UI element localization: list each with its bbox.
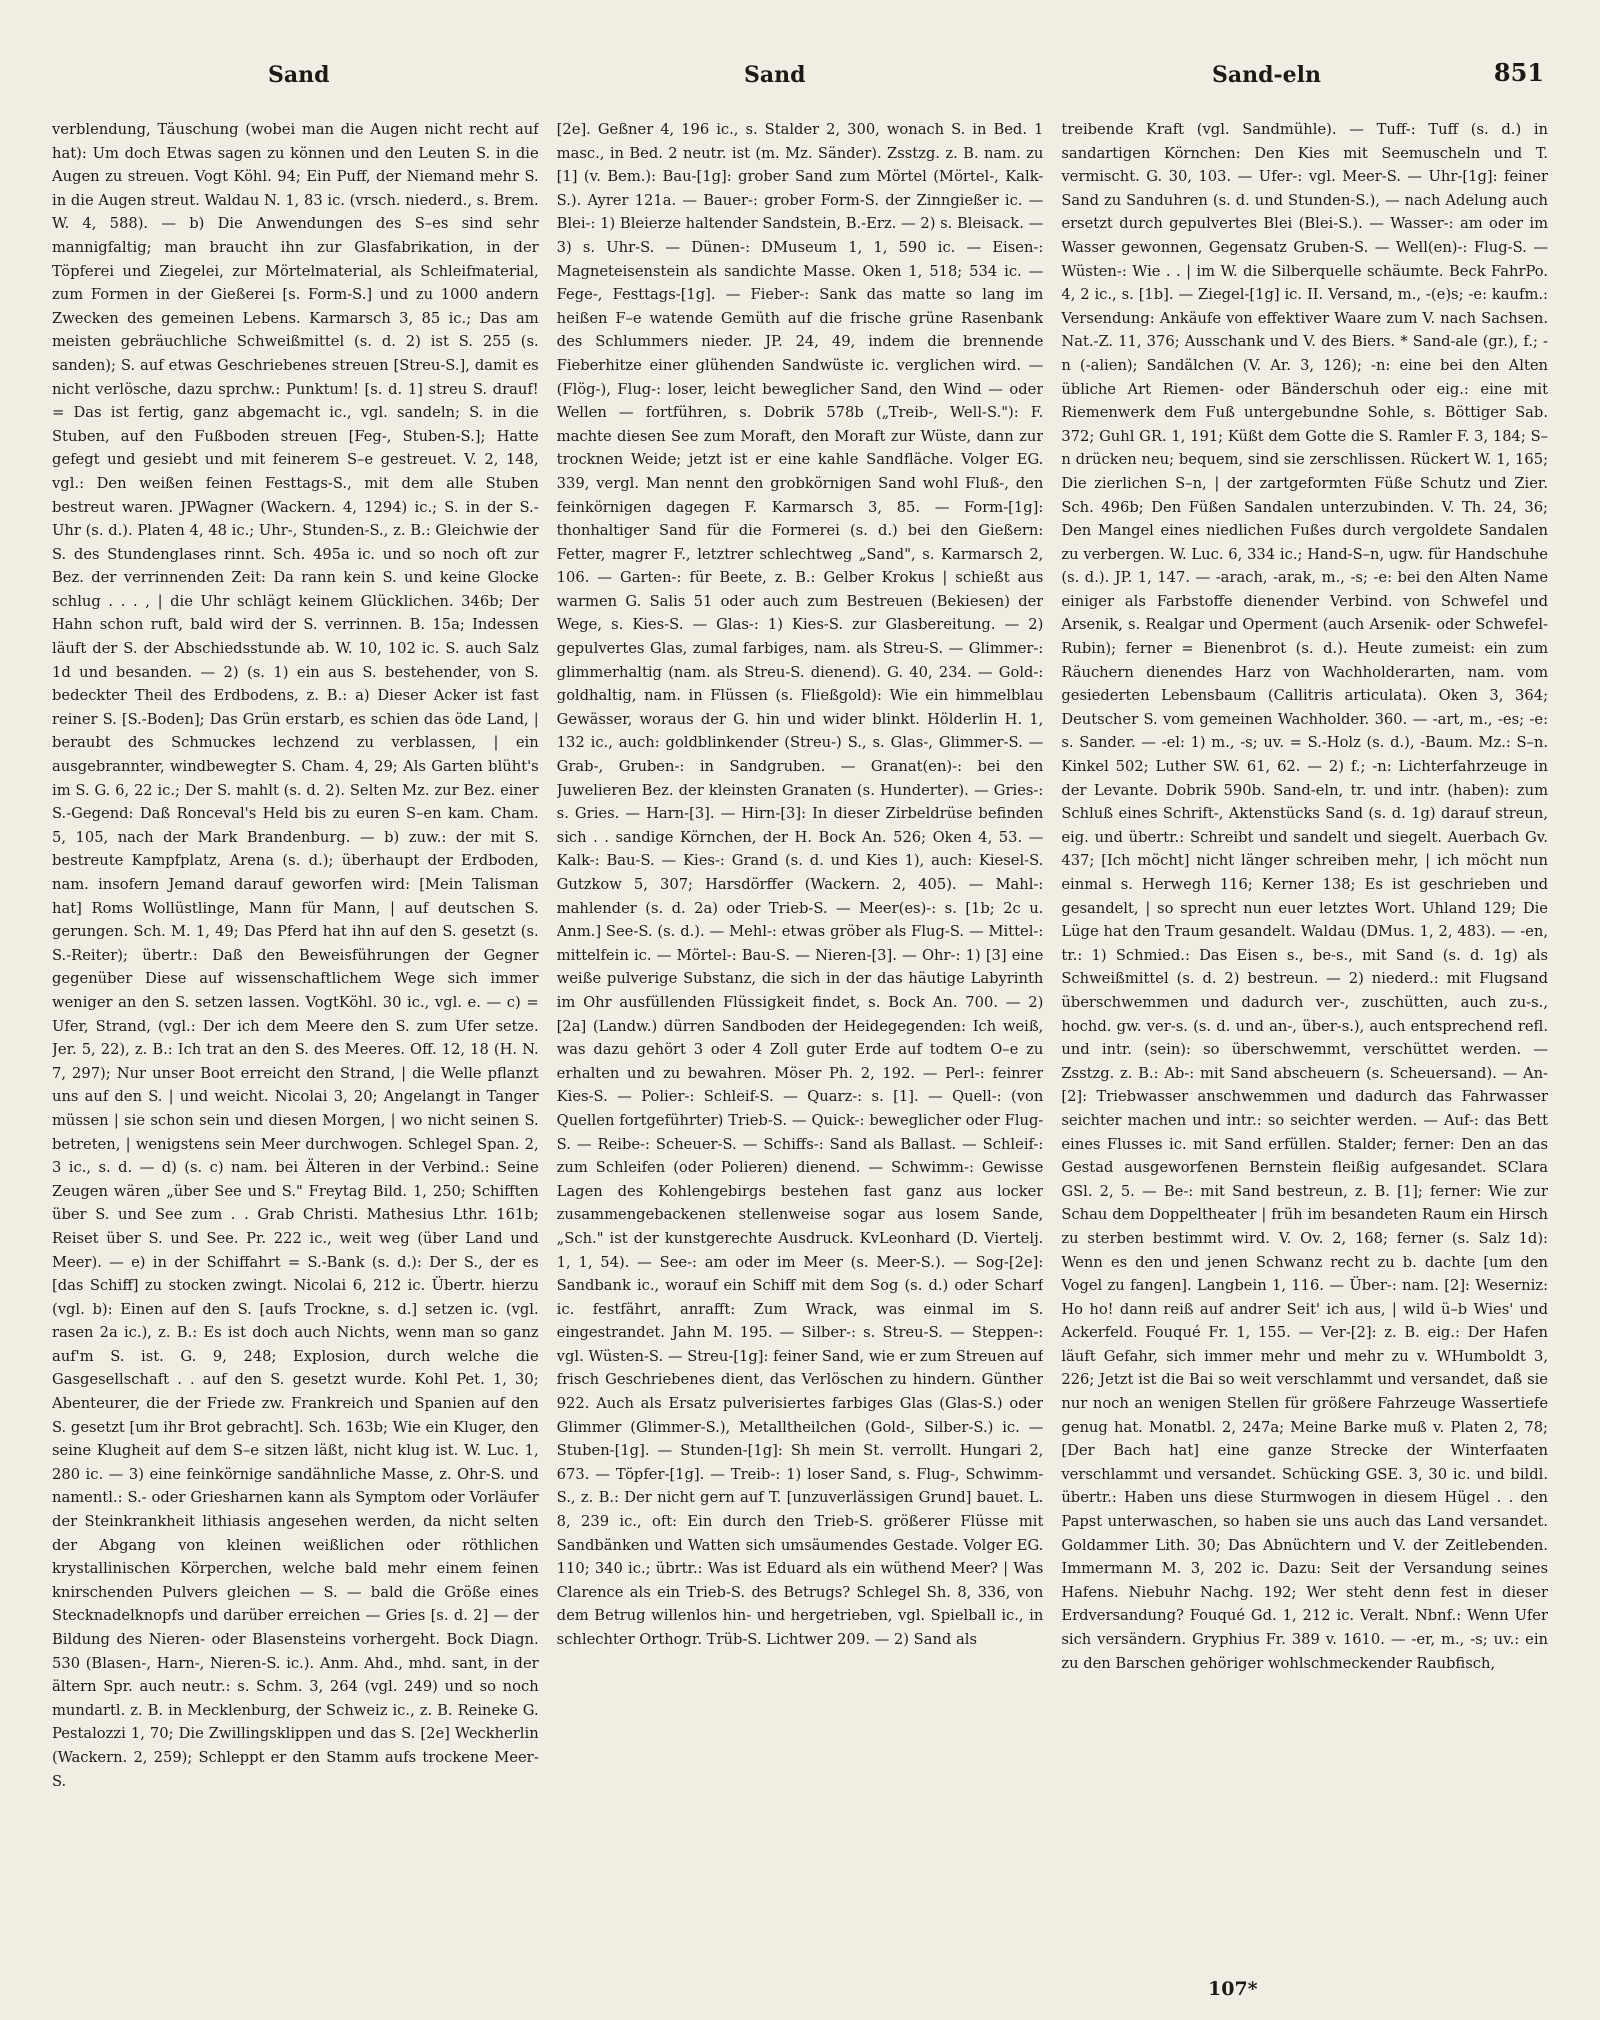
column-middle-text: [2e]. Geßner 4, 196 ic., s. Stalder 2, 300, wonach S. in Bed. 1 masc., in Bed. 2 neutr. ist (m. Mz. Sänder). Zsstzg. z. B. nam. zu [1] (v. Bem.): Bau-[1g]: grober Sand zum Mörtel (Mörtel-, Kalk-S.). Ayrer 121a. — Bauer-: grober Form-S. der Zinngießer ic. — Blei-: 1) Bleierze haltender Sandstein, B.-Erz. — 2) s. Bleisack. — 3) s. Uhr-S. — Dünen-: DMuseum 1, 1, 590 ic. — Eisen-: Magneteisenstein als sandichte Masse. Oken 1, 518; 534 ic. — Fege-, Festtags-[1g]. — Fieber-: Sank das matte so lang im heißen F–e watende Gemüth auf die frische grüne Rasenbank des Schlummers nieder. JP. 24, 49, indem die brennende Fieberhitze einer glühenden Sandwüste ic. verglichen wird. — (Flög-), Flug-: loser, leicht beweglicher Sand, den Wind — oder Wellen — fortführen, s. Dobrik 578b („Treib-, Well-S."): F. machte diesen See zum Moraft, den Moraft zur Wüste, dann zur trocknen Weide; jetzt ist er eine kahle Sandfläche. Volger EG. 339, vergl. Man nennt den grobkörnigen Sand wohl Fluß-, den feinkörnigen dagegen F. Karmarsch 3, 85. — Form-[1g]: thonhaltiger Sand für die Formerei (s. d.) bei den Gießern: Fetter, magrer F., letztrer schlechtweg „Sand", s. Karmarsch 2, 106. — Garten-: für Beete, z. B.: Gelber Krokus | schießt aus warmen G. Salis 51 oder auch zum Bestreuen (Bekiesen) der Wege, s. Kies-S. — Glas-: 1) Kies-S. zur Glasbereitung. — 2) gepulvertes Glas, zumal farbiges, nam. als Streu-S. — Glimmer-: glimmerhaltig (nam. als Streu-S. dienend). G. 40, 234. — Gold-: goldhaltig, nam. in Flüssen (s. Fließgold): Wie ein himmelblau Gewässer, woraus der G. hin und wider blinkt. Hölderlin H. 1, 132 ic., auch: goldblinkender (Streu-) S., s. Glas-, Glimmer-S. — Grab-, Gruben-: in Sandgruben. — Granat(en)-: bei den Juwelieren Bez. der kleinsten Granaten (s. Hunderter). — Gries-: s. Gries. — Harn-[3]. — Hirn-[3]: In dieser Zirbeldrüse befinden sich . . sandige Körnchen, der H. Bock An. 526; Oken 4, 53. — Kalk-: Bau-S. — Kies-: Grand (s. d. und Kies 1), auch: Kiesel-S. Gutzkow 5, 307; Harsdörffer (Wackern. 2, 405). — Mahl-: mahlender (s. d. 2a) oder Trieb-S. — Meer(es)-: s. [1b; 2c u. Anm.] See-S. (s. d.). — Mehl-: etwas gröber als Flug-S. — Mittel-: mittelfein ic. — Mörtel-: Bau-S. — Nieren-[3]. — Ohr-: 1) [3] eine weiße pulverige Substanz, die sich in der das häutige Labyrinth im Ohr ausfüllenden Flüssigkeit findet, s. Bock An. 700. — 2) [2a] (Landw.) dürren Sandboden der Heidegegenden: Ich weiß, was dazu gehört 3 oder 4 Zoll guter Erde auf todtem O–e zu erhalten und zu bewahren. Möser Ph. 2, 192. — Perl-: feinrer Kies-S. — Polier-: Schleif-S. — Quarz-: s. [1]. — Quell-: (von Quellen fortgeführter) Trieb-S. — Quick-: beweglicher oder Flug-S. — Reibe-: Scheuer-S. — Schiffs-: Sand als Ballast. — Schleif-: zum Schleifen (oder Polieren) dienend. — Schwimm-: Gewisse Lagen des Kohlengebirgs bestehen fast ganz aus locker zusammengebackenen stellenweise sogar aus losem Sande, „Sch." ist der kunstgerechte Ausdruck. KvLeonhard (D. Viertelj. 1, 1, 54). — See-: am oder im Meer (s. Meer-S.). — Sog-[2e]: Sandbank ic., worauf ein Schiff mit dem Sog (s. d.) oder Scharf ic. festfährt, anrafft: Zum Wrack, was einmal im S. eingestrandet. Jahn M. 195. — Silber-: s. Streu-S. — Steppen-: vgl. Wüsten-S. — Streu-[1g]: feiner Sand, wie er zum Streuen auf frisch Geschriebenes dient, das Verlöschen zu hindern. Günther 922. Auch als Ersatz pulverisiertes farbiges Glas (Glas-S.) oder Glimmer (Glimmer-S.), Metalltheilchen (Gold-, Silber-S.) ic. — Stuben-[1g]. — Stunden-[1g]: Sh mein St. verrollt. Hungari 2, 673. — Töpfer-[1g]. — Treib-: 1) loser Sand, s. Flug-, Schwimm-S., z. B.: Der nicht gern auf T. [unzuverlässigen Grund] bauet. L. 8, 239 ic., oft: Ein durch den Trieb-S. größerer Flüsse mit Sandbänken und Watten sich umsäumendes Gestade. Volger EG. 110; 340 ic.; übrtr.: Was ist Eduard als ein wüthend Meer? | Was Clarence als ein Trieb-S. des Betrugs? Schlegel Sh. 8, 336, von dem Betrug willenlos hin- und hergetrieben, vgl. Spielball ic., in schlechter Orthogr. Trüb-S. Lichtwer 209. — 2) Sand als <box>556 121 1044 1648</box>
column-left-text: verblendung, Täuschung (wobei man die Augen nicht recht auf hat): Um doch Etwas sagen zu können und den Leuten S. in die Augen zu streuen. Vogt Köhl. 94; Ein Puff, der Niemand mehr S. in die Augen streut. Waldau N. 1, 83 ic. (vrsch. niederd., s. Brem. W. 4, 588). — b) Die Anwendungen des S–es sind sehr mannigfaltig; man braucht ihn zur Glasfabrikation, in der Töpferei und Ziegelei, zur Mörtelmaterial, als Schleifmaterial, zum Formen in der Gießerei [s. Form-S.] und zu 1000 andern Zwecken des gemeinen Lebens. Karmarsch 3, 85 ic.; Das am meisten gebräuchliche Schweißmittel (s. d. 2) ist S. 255 (s. sanden); S. auf etwas Geschriebenes streuen [Streu-S.], damit es nicht verlösche, dazu sprchw.: Punktum! [s. d. 1] streu S. drauf! = Das ist fertig, ganz abgemacht ic., vgl. sandeln; S. in die Stuben, auf den Fußboden streuen [Feg-, Stuben-S.]; Hatte gefegt und gesiebt und mit feinerem S–e gestreuet. V. 2, 148, vgl.: Den weißen feinen Festtags-S., mit dem alle Stuben bestreut waren. JPWagner (Wackern. 4, 1294) ic.; S. in der S.-Uhr (s. d.). Platen 4, 48 ic.; Uhr-, Stunden-S., z. B.: Gleichwie der S. des Stundenglases rinnt. Sch. 495a ic. und so noch oft zur Bez. der verrinnenden Zeit: Da rann kein S. und keine Glocke schlug . . . , | die Uhr schlägt keinem Glücklichen. 346b; Der Hahn schon ruft, bald wird der S. verrinnen. B. 15a; Indessen läuft der S. der Abschiedsstunde ab. W. 10, 102 ic. S. auch Salz 1d und besanden. — 2) (s. 1) ein aus S. bestehender, von S. bedeckter Theil des Erdbodens, z. B.: a) Dieser Acker ist fast reiner S. [S.-Boden]; Das Grün erstarb, es schien das öde Land, | beraubt des Schmuckes lechzend zu verblassen, | ein ausgebrannter, windbewegter S. Cham. 4, 29; Als Garten blüht's im S. G. 6, 22 ic.; Der S. mahlt (s. d. 2). Selten Mz. zur Bez. einer S.-Gegend: Daß Ronceval's Held bis zu euren S–en kam. Cham. 5, 105, nach der Mark Brandenburg. — b) zuw.: der mit S. bestreute Kampfplatz, Arena (s. d.); überhaupt der Erdboden, nam. insofern Jemand darauf geworfen wird: [Mein Talisman hat] Roms Wollüstlinge, Mann für Mann, | auf deutschen S. gerungen. Sch. M. 1, 49; Das Pferd hat ihn auf den S. gesetzt (s. S.-Reiter); übertr.: Daß den Beweisführungen der Gegner gegenüber Diese auf wissenschaftlichem Wege sich immer weniger an den S. setzen lassen. VogtKöhl. 30 ic., vgl. e. — c) = Ufer, Strand, (vgl.: Der ich dem Meere den S. zum Ufer setze. Jer. 5, 22), z. B.: Ich trat an den S. des Meeres. Off. 12, 18 (H. N. 7, 297); Nur unser Boot erreicht den Strand, | die Welle pflanzt uns auf den S. | und weicht. Nicolai 3, 20; Angelangt in Tanger müssen | sie schon sein und diesen Morgen, | wo nicht seinen S. betreten, | wenigstens sein Meer durchwogen. Schlegel Span. 2, 3 ic., s. d. — d) (s. c) nam. bei Älteren in der Verbind.: Seine Zeugen wären „über See und S." Freytag Bild. 1, 250; Schifften über S. und See zum . . Grab Christi. Mathesius Lthr. 161b; Reiset über S. und See. Pr. 222 ic., weit weg (über Land und Meer). — e) in der Schiffahrt = S.-Bank (s. d.): Der S., der es [das Schiff] zu stocken zwingt. Nicolai 6, 212 ic. Übertr. hierzu (vgl. b): Einen auf den S. [aufs Trockne, s. d.] setzen ic. (vgl. rasen 2a ic.), z. B.: Es ist doch auch Nichts, wenn man so ganz auf'm S. ist. G. 9, 248; Explosion, durch welche die Gasgesellschaft . . auf den S. gesetzt wurde. Kohl Pet. 1, 30; Abenteurer, die der Friede zw. Frankreich und Spanien auf den S. gesetzt [um ihr Brot gebracht]. Sch. 163b; Wie ein Kluger, den seine Klugheit auf dem S–e sitzen läßt, nicht klug ist. W. Luc. 1, 280 ic. — 3) eine feinkörnige sandähnliche Masse, z. Ohr-S. und namentl.: S.- oder Griesharnen kann als Symptom oder Vorläufer der Steinkrankheit lithiasis angesehen werden, da nicht selten der Abgang von kleinen weißlichen oder röthlichen krystallinischen Körperchen, welche bald mehr einem feinen knirschenden Pulvers gleichen — S. — bald die Größe eines Stecknadelknopfs und darüber erreichen — Gries [s. d. 2] — der Bildung des Nieren- oder Blasensteins vorhergeht. Bock Diagn. 530 (Blasen-, Harn-, Nieren-S. ic.). Anm. Ahd., mhd. sant, in der ältern Spr. auch neutr.: s. Schm. 3, 264 (vgl. 249) und so noch mundartl. z. B. in Mecklenburg, der Schweiz ic., z. B. Reineke G. Pestalozzi 1, 70; Die Zwillingsklippen und das S. [2e] Weckherlin (Wackern. 2, 259); Schleppt er den Stamm aufs trockene Meer-S. <box>52 121 539 1790</box>
header-middle-catchword: Sand <box>744 62 806 88</box>
column-left <box>52 118 539 1968</box>
column-middle <box>557 118 1044 1968</box>
page-header <box>52 58 1548 94</box>
page-number: 851 <box>1493 58 1544 87</box>
header-left-catchword: Sand <box>268 62 330 88</box>
column-right-text: treibende Kraft (vgl. Sandmühle). — Tuff-: Tuff (s. d.) in sandartigen Körnchen: Den Kies mit Seemuscheln und T. vermischt. G. 30, 103. — Ufer-: vgl. Meer-S. — Uhr-[1g]: feiner Sand zu Sanduhren (s. d. und Stunden-S.), — nach Adelung auch ersetzt durch gepulvertes Blei (Blei-S.). — Wasser-: am oder im Wasser gewonnen, Gegensatz Gruben-S. — Well(en)-: Flug-S. — Wüsten-: Wie . . | im W. die Silberquelle schäumte. Beck FahrPo. 4, 2 ic., s. [1b]. — Ziegel-[1g] ic. II. Versand, m., -(e)s; -e: kaufm.: Versendung: Ankäufe von effektiver Waare zum V. nach Sachsen. Nat.-Z. 11, 376; Ausschank und V. des Biers. * Sand-ale (gr.), f.; -n (-alien); Sandälchen (V. Ar. 3, 126); -n: eine bei den Alten übliche Art Riemen- oder Bänderschuh oder eig.: eine mit Riemenwerk dem Fuß untergebundne Sohle, s. Böttiger Sab. 372; Guhl GR. 1, 191; Küßt dem Gotte die S. Ramler F. 3, 184; S–n drücken neu; bequem, sind sie zerschlissen. Rückert W. 1, 165; Die zierlichen S–n, | der zartgeformten Füße Schutz und Zier. Sch. 496b; Den Füßen Sandalen unterzubinden. V. Th. 24, 36; Den Mangel eines niedlichen Fußes durch vergoldete Sandalen zu verbergen. W. Luc. 6, 334 ic.; Hand-S–n, ugw. für Handschuhe (s. d.). JP. 1, 147. — -arach, -arak, m., -s; -e: bei den Alten Name einiger als Farbstoffe dienender Verbind. von Schwefel und Arsenik, s. Realgar und Operment (auch Arsenik- oder Schwefel-Rubin); ferner = Bienenbrot (s. d.). Heute zumeist: ein zum Räuchern dienendes Harz von Wachholderarten, nam. vom gesiederten Lebensbaum (Callitris articulata). Oken 3, 364; Deutscher S. vom gemeinen Wachholder. 360. — -art, m., -es; -e: s. Sander. — -el: 1) m., -s; uv. = S.-Holz (s. d.), -Baum. Mz.: S–n. Kinkel 502; Luther SW. 61, 62. — 2) f.; -n: Lichterfahrzeuge in der Levante. Dobrik 590b. Sand-eln, tr. und intr. (haben): zum Schluß eines Schrift-, Aktenstücks Sand (s. d. 1g) darauf streun, eig. und übertr.: Schreibt und sandelt und siegelt. Auerbach Gv. 437; [Ich möcht] nicht länger schreiben mehr, | ich möcht nun einmal s. Herwegh 116; Kerner 138; Es ist geschrieben und gesandelt, | so sprecht nun euer letztes Wort. Uhland 129; Die Lüge hat den Traum gesandelt. Waldau (DMus. 1, 2, 483). — -en, tr.: 1) Schmied.: Das Eisen s., be-s., mit Sand (s. d. 1g) als Schweißmittel (s. d. 2) bestreun. — 2) niederd.: mit Flugsand überschwemmen und dadurch ver-, zuschütten, auch zu-s., hochd. gw. ver-s. (s. d. und an-, über-s.), auch entsprechend refl. und intr. (sein): so überschwemmt, verschüttet werden. — Zsstzg. z. B.: Ab-: mit Sand abscheuern (s. Scheuersand). — An-[2]: Triebwasser anschwemmen und dadurch das Fahrwasser seichter machen und intr.: so seichter werden. — Auf-: das Bett eines Flusses ic. mit Sand erfüllen. Stalder; ferner: Den an das Gestad ausgeworfenen Bernstein fleißig aufgesandet. SClara GSl. 2, 5. — Be-: mit Sand bestreun, z. B. [1]; ferner: Wie zur Schau dem Doppeltheater | früh im besandeten Raum ein Hirsch zu sterben bestimmt wird. V. Ov. 2, 168; ferner (s. Salz 1d): Wenn es den und jenen Schwanz recht zu b. dachte [um den Vogel zu fangen]. Langbein 1, 116. — Über-: nam. [2]: Weserniz: Ho ho! dann reiß auf andrer Seit' ich aus, | wild ü–b Wies' und Ackerfeld. Fouqué Fr. 1, 155. — Ver-[2]: z. B. eig.: Der Hafen läuft Gefahr, sich immer mehr und mehr zu v. WHumboldt 3, 226; Jetzt ist die Bai so weit verschlammt und versandet, daß sie nur noch an wenigen Stellen für größere Fahrzeuge Wassertiefe genug hat. Monatbl. 2, 247a; Meine Barke muß v. Platen 2, 78; [Der Bach hat] eine ganze Strecke der Winterfaaten verschlammt und versandet. Schücking GSE. 3, 30 ic. und bildl. übertr.: Haben uns diese Sturmwogen in diesem Hügel . . den Papst unterwaschen, so haben sie uns auch das Land versandet. Goldammer Lith. 30; Das Abnüchtern und V. der Zeitlebenden. Immermann M. 3, 202 ic. Dazu: Seit der Versandung seines Hafens. Niebuhr Nachg. 192; Wer steht denn fest in dieser Erdversandung? Fouqué Gd. 1, 212 ic. Veralt. Nbnf.: Wenn Ufer sich versändern. Gryphius Fr. 389 v. 1610. — -er, m., -s; uv.: ein zu den Barschen gehöriger wohlschmeckender Raubfisch, <box>1061 121 1549 1672</box>
header-right-catchword: Sand-eln <box>1212 62 1322 88</box>
text-columns <box>52 118 1548 1968</box>
column-right <box>1061 118 1548 1968</box>
signature-mark: 107* <box>1208 1978 1258 2000</box>
